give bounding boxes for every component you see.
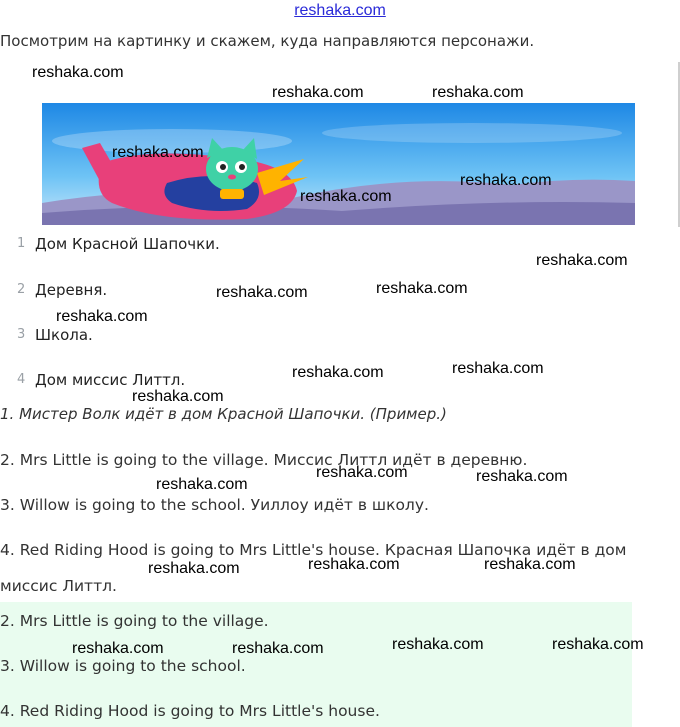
watermark: reshaka.com (392, 636, 484, 653)
watermark: reshaka.com (476, 468, 568, 485)
option-text: Деревня. (35, 281, 108, 299)
watermark: reshaka.com (216, 284, 308, 301)
watermark: reshaka.com (552, 636, 644, 653)
option-text: Дом Красной Шапочки. (35, 235, 220, 253)
watermark: reshaka.com (156, 476, 248, 493)
option-text: Дом миссис Литтл. (35, 371, 186, 389)
watermark: reshaka.com (536, 252, 628, 269)
airplane-cat-illustration (42, 103, 635, 225)
watermark: reshaka.com (232, 640, 324, 657)
watermark: reshaka.com (292, 364, 384, 381)
watermark: reshaka.com (432, 84, 524, 101)
watermark: reshaka.com (452, 360, 544, 377)
illustration-banner (42, 103, 635, 225)
answer-line: 3. Willow is going to the school. (0, 657, 246, 675)
watermark: reshaka.com (56, 308, 148, 325)
intro-text: Посмотрим на картинку и скажем, куда направляются персонажи. (0, 32, 535, 50)
watermark: reshaka.com (132, 388, 224, 405)
site-link[interactable]: reshaka.com (294, 2, 386, 19)
translation-line: 4. Red Riding Hood is going to Mrs Little's house. Красная Шапочка идёт в дом (0, 541, 627, 559)
answer-line: 4. Red Riding Hood is going to Mrs Little's house. (0, 702, 380, 720)
watermark: reshaka.com (148, 560, 240, 577)
option-number: 4 (17, 372, 26, 387)
watermark: reshaka.com (308, 556, 400, 573)
watermark: reshaka.com (32, 64, 124, 81)
option-text: Школа. (35, 326, 93, 344)
answer-line: 2. Mrs Little is going to the village. (0, 612, 269, 630)
watermark: reshaka.com (484, 556, 576, 573)
option-number: 3 (17, 327, 26, 342)
option-number: 1 (17, 236, 26, 251)
watermark: reshaka.com (460, 172, 552, 189)
option-number: 2 (17, 282, 26, 297)
watermark: reshaka.com (72, 640, 164, 657)
translation-line: 2. Mrs Little is going to the village. Миссис Литтл идёт в деревню. (0, 451, 528, 469)
watermark: reshaka.com (300, 188, 392, 205)
watermark: reshaka.com (376, 280, 468, 297)
translation-line: 3. Willow is going to the school. Уиллоу идёт в школу. (0, 496, 429, 514)
watermark: reshaka.com (316, 464, 408, 481)
translation-line: миссис Литтл. (0, 577, 117, 595)
watermark: reshaka.com (272, 84, 364, 101)
watermark: reshaka.com (112, 144, 204, 161)
example-sentence: 1. Мистер Волк идёт в дом Красной Шапочки. (Пример.) (0, 405, 447, 423)
